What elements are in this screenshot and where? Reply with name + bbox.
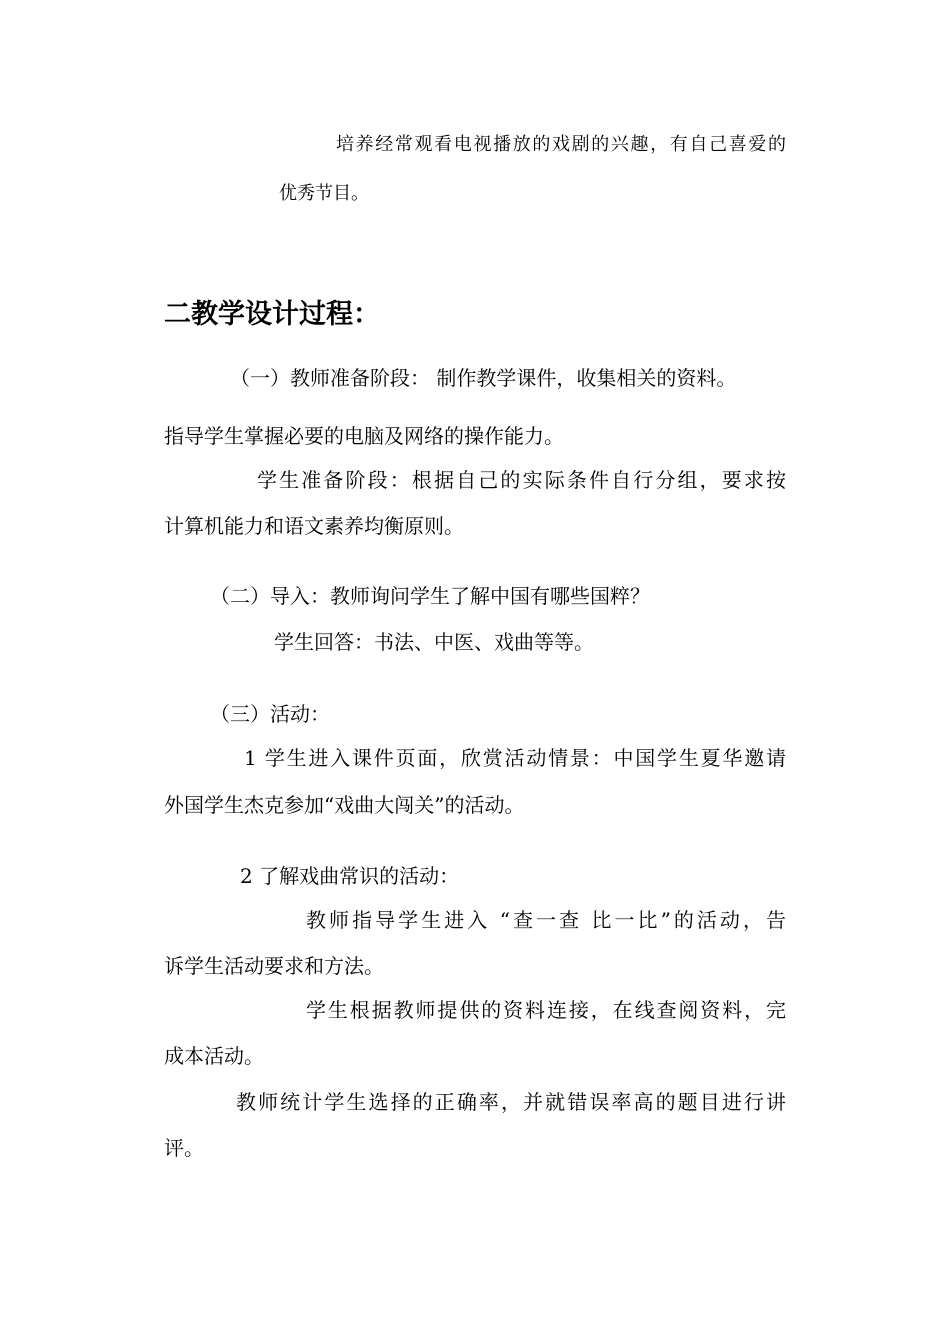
teacher-prep-line-1: （一）教师准备阶段： 制作教学课件，收集相关的资料。 bbox=[230, 366, 737, 390]
intro-line-1: 培养经常观看电视播放的戏剧的兴趣，有自己喜爱的 bbox=[336, 134, 786, 155]
activity-item2-p2-line-1: 学生根据教师提供的资料连接，在线查阅资料，完 bbox=[306, 998, 786, 1022]
student-prep-line-1: 学生准备阶段：根据自己的实际条件自行分组，要求按 bbox=[257, 468, 786, 492]
activity-item2-p1-line-1: 教师指导学生进入 “查一查 比一比”的活动，告 bbox=[306, 908, 786, 932]
activity-item1-line-2: 外国学生杰克参加“戏曲大闯关”的活动。 bbox=[164, 793, 525, 817]
activity-item2-p3-line-1: 教师统计学生选择的正确率，并就错误率高的题目进行讲 bbox=[236, 1090, 786, 1114]
teacher-prep-line-2: 指导学生掌握必要的电脑及网络的操作能力。 bbox=[164, 424, 564, 448]
activity-heading: （三）活动： bbox=[210, 702, 330, 726]
activity-item1-line-1: 1 学生进入课件页面，欣赏活动情景：中国学生夏华邀请 bbox=[244, 746, 786, 770]
lead-in-question: （二）导入：教师询问学生了解中国有哪些国粹？ bbox=[210, 584, 650, 608]
lead-in-answer: 学生回答：书法、中医、戏曲等等。 bbox=[274, 630, 594, 654]
intro-line-2: 优秀节目。 bbox=[279, 183, 369, 204]
activity-item2-p1-line-2: 诉学生活动要求和方法。 bbox=[164, 954, 384, 978]
activity-item2-heading: 2 了解戏曲常识的活动： bbox=[240, 864, 460, 888]
activity-item2-p3-line-2: 评。 bbox=[164, 1136, 204, 1160]
activity-item2-p2-line-2: 成本活动。 bbox=[164, 1044, 264, 1068]
student-prep-line-2: 计算机能力和语文素养均衡原则。 bbox=[164, 514, 464, 538]
section-title: 二教学设计过程： bbox=[164, 299, 380, 330]
